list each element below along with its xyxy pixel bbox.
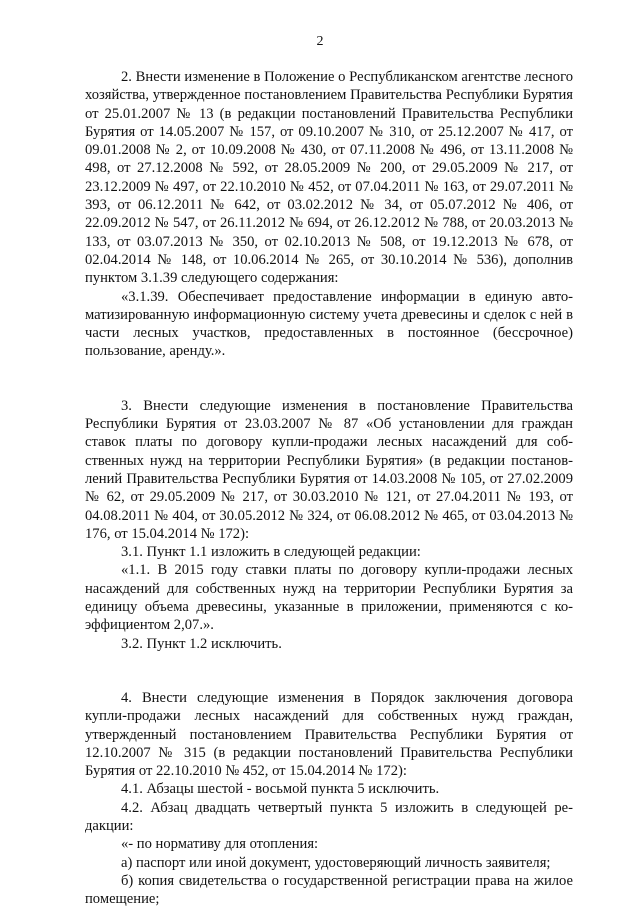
paragraph: 4.1. Абзацы шестой - восьмой пункта 5 исключить. xyxy=(121,781,440,798)
document-body xyxy=(85,68,573,908)
paragraph: б) копия свидетельства о государственной регистрации права на жилое помещение; xyxy=(85,872,573,908)
paragraph: 4. Внести следующие изменения в Порядок заключения договора купли-продажи лесных насаждений для собственных нужд граждан, утвержденный постановлением Правительства Республики Бурятия от 12.10.2007 № 315 (в редакции постановлений Правительства Республики Бурятия от 22.10.2010 № 452, от 15.04.2014 № 172): xyxy=(85,689,573,780)
paragraph: 2. Внести изменение в Положение о Республиканском агентстве лесного хозяйства, утвержденное постановлением Правительства Республики Бурятия от 25.01.2007 № 13 (в редакции постановлений Правительства Республики Бурятия от 14.05.2007 № 157, от 09.10.2007 № 310, от 25.12.2007 № 417, от 09.01.2008 № 2, от 10.09.2008 № 430, от 07.11.2008 № 496, от 13.11.2008 № 498, от 27.12.2008 № 592, от 28.05.2009 № 200, от 29.05.2009 № 217, от 23.12.2009 № 497, от 22.10.2010 № 452, от 07.04.2011 № 163, от 29.07.2011 № 393, от 06.12.2011 № 642, от 03.02.2012 № 34, от 05.07.2012 № 406, от 22.09.2012 № 547, от 26.11.2012 № 694, от 26.12.2012 № 788, от 20.03.2013 № 133, от 03.07.2013 № 350, от 02.10.2013 № 508, от 19.12.2013 № 678, от 02.04.2014 № 148, от 10.06.2014 № 265, от 30.10.2014 № 536), дополнив пунктом 3.1.39 следующего содержания: xyxy=(85,69,573,287)
paragraph: «1.1. В 2015 году ставки платы по договору купли-продажи лесных насаждений для собственных нужд на территории Республики Бурятия за единицу объема древесины, указанные в приложении, применяются с коэффициентом 2,07.». xyxy=(85,562,573,634)
paragraph: «3.1.39. Обеспечивает предоставление информации в единую автоматизированную информационную систему учета древесины и сделок с ней в части лесных участков, предоставленных в постоянное (бессрочное) пользование, аренду.». xyxy=(85,288,573,360)
section-4 xyxy=(85,689,573,908)
section-2 xyxy=(85,68,573,361)
paragraph: «- по нормативу для отопления: xyxy=(121,836,319,853)
page-number: 2 xyxy=(316,34,324,49)
paragraph: 3.1. Пункт 1.1 изложить в следующей редакции: xyxy=(121,544,421,561)
paragraph: 3. Внести следующие изменения в постановление Правительства Республики Бурятия от 23.03.2007 № 87 «Об установлении для граждан ставок платы по договору купли-продажи лесных насаждений для собственных нужд на территории Республики Бурятия» (в редакции постановлений Правительства Республики Бурятия от 14.03.2008 № 105, от 27.02.2009 № 62, от 29.05.2009 № 217, от 30.03.2010 № 121, от 27.04.2011 № 193, от 04.08.2011 № 404, от 30.05.2012 № 324, от 06.08.2012 № 465, от 03.04.2013 № 176, от 15.04.2014 № 172): xyxy=(85,397,573,542)
paragraph: 3.2. Пункт 1.2 исключить. xyxy=(121,635,282,652)
section-3 xyxy=(85,397,573,653)
paragraph: 4.2. Абзац двадцать четвертый пункта 5 изложить в следующей редакции: xyxy=(85,799,573,834)
paragraph: а) паспорт или иной документ, удостоверяющий личность заявителя; xyxy=(121,854,551,871)
